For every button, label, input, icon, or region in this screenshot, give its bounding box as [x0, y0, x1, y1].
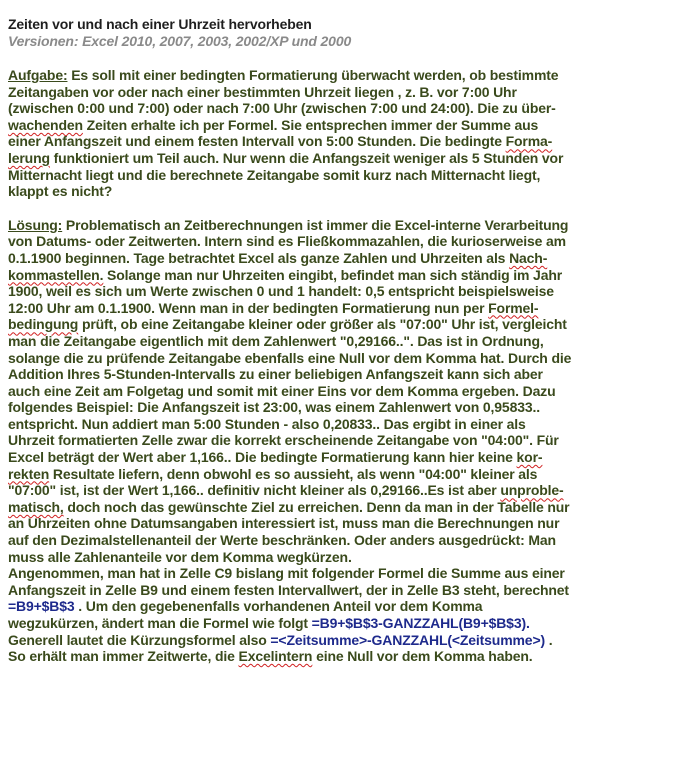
text-line: wegzukürzen, ändert man die Formel wie folgt =B9+$B$3-GANZZAHL(B9+$B$3). [8, 615, 530, 631]
text-line: Angenommen, man hat in Zelle C9 bislang mit folgender Formel die Summe aus einer [8, 565, 565, 582]
page-subtitle: Versionen: Excel 2010, 2007, 2003, 2002/XP und 2000 [8, 33, 352, 49]
text-line: 0.1.1900 beginnen. Tage betrachtet Excel als ganze Zahlen und Uhrzeiten als Nach- [8, 249, 548, 266]
text-line: auf den Dezimalstellenanteil der Werte beschränken. Oder anders ausgedrückt: Man [8, 532, 556, 549]
text-line: Generell lautet die Kürzungsformel also =<Zeitsumme>-GANZZAHL(<Zeitsumme>) . [8, 631, 553, 648]
aufgabe-paragraph [8, 67, 678, 200]
text-line: folgendes Beispiel: Die Anfangszeit ist 23:00, was einem Zahlenwert von 0,95833.. [8, 399, 540, 416]
spellcheck-word: Formel- [488, 299, 539, 316]
text-line: man die Zeitangabe eigentlich mit dem Zahlenwert "0,29166..". Das ist in Ordnung, [8, 332, 544, 349]
text-line: 1900, weil es sich um Werte zwischen 0 und 1 handelt: 0,5 entspricht beispielsweise [8, 283, 554, 300]
text-line: Uhrzeit formatierten Zelle zwar die korrekt erscheinende Zeitangabe von "04:00". Für [8, 432, 559, 449]
loesung-label: Lösung: [8, 216, 63, 233]
text-line: bedingung prüft, ob eine Zeitangabe kleiner oder größer als "07:00" Uhr ist, vergleicht [8, 316, 567, 333]
formula: =<Zeitsumme>-GANZZAHL(<Zeitsumme>) [270, 631, 545, 648]
spellcheck-word: Forma- [505, 133, 553, 150]
text-line: von Datums- oder Zeitwerten. Intern sind es Fließkommazahlen, die kurioserweise am [8, 233, 566, 250]
text-line: Mitternacht liegt und die berechnete Zeitangabe somit kurz nach Mitternacht liegt, [8, 166, 541, 183]
spellcheck-word: Nach- [509, 249, 548, 266]
text-line: solange die zu prüfende Zeitangabe ebenfalls eine Null vor dem Komma hat. Durch die [8, 349, 572, 366]
text-line: an Uhrzeiten ohne Datumsangaben interessiert ist, muss man die Berechnungen nur [8, 515, 560, 532]
text-line: auch eine Zeit am Folgetag und somit mit einer Eins vor dem Komma ergeben. Dazu [8, 382, 556, 399]
text-line: Aufgabe: Es soll mit einer bedingten Formatierung überwacht werden, ob bestimmte [8, 67, 559, 83]
formula: =B9+$B$3 [8, 598, 75, 615]
loesung-paragraph [8, 217, 678, 665]
text-line: (zwischen 0:00 und 7:00) oder nach 7:00 Uhr (zwischen 7:00 und 24:00). Die zu über- [8, 100, 556, 117]
formula: =B9+$B$3-GANZZAHL(B9+$B$3). [311, 615, 530, 631]
text-line: "07:00" ist, ist der Wert 1,166.. definitiv nicht kleiner als 0,29166..Es ist aber unproble- [8, 482, 564, 499]
spellcheck-word: lerung [8, 149, 50, 166]
spellcheck-word: wachenden [8, 116, 83, 133]
text-line: klappt es nicht? [8, 183, 113, 200]
spellcheck-word: kor- [516, 449, 543, 466]
aufgabe-label: Aufgabe: [8, 67, 68, 83]
text-line: Addition Ihres 5-Stunden-Intervalls zu einer beliebigen Anfangszeit kann sich aber [8, 366, 543, 383]
spellcheck-word: matisch, [8, 498, 64, 515]
text-line: lerung funktioniert um Teil auch. Nur wenn die Anfangszeit weniger als 5 Stunden vor [8, 149, 564, 166]
page-title: Zeiten vor und nach einer Uhrzeit hervorheben [8, 16, 312, 32]
text-line: Zeitangaben vor oder nach einer bestimmten Uhrzeit liegen , z. B. vor 7:00 Uhr [8, 83, 517, 100]
text-line: So erhält man immer Zeitwerte, die Excelintern eine Null vor dem Komma haben. [8, 648, 533, 665]
text-line: einer Anfangszeit und einem festen Intervall von 5:00 Stunden. Die bedingte Forma- [8, 133, 553, 150]
text-line: matisch, doch noch das gewünschte Ziel zu erreichen. Denn da man in der Tabelle nur [8, 498, 570, 515]
spellcheck-word: rekten [8, 465, 50, 482]
spellcheck-word: bedingung [8, 316, 79, 333]
spellcheck-word: Excelintern [238, 648, 313, 665]
text-line: muss alle Zahlenanteile vor dem Komma wegkürzen. [8, 548, 352, 565]
spellcheck-word: kommastellen. [8, 266, 104, 283]
spellcheck-word: unproble- [500, 482, 564, 499]
text-line: 12:00 Uhr am 0.1.1900. Wenn man in der bedingten Formatierung nun per Formel- [8, 299, 539, 316]
text-line: Anfangszeit in Zelle B9 und einem festen Intervallwert, der in Zelle B3 steht, berechnet [8, 581, 569, 598]
text-line: rekten Resultate liefern, denn obwohl es so aussieht, als wenn "04:00" kleiner als [8, 465, 538, 482]
document [8, 16, 678, 665]
text-line: =B9+$B$3 . Um den gegebenenfalls vorhandenen Anteil vor dem Komma [8, 598, 483, 615]
text-line: Lösung: Problematisch an Zeitberechnungen ist immer die Excel-interne Verarbeitung [8, 216, 569, 233]
text-line: Excel beträgt der Wert aber 1,166.. Die bedingte Formatierung kann hier keine kor- [8, 449, 543, 466]
text-line: entspricht. Nun addiert man 5:00 Stunden - also 0,20833.. Das ergibt in einer als [8, 415, 526, 432]
text-line: kommastellen. Solange man nur Uhrzeiten eingibt, befindet man sich ständig im Jahr [8, 266, 563, 283]
text-line: wachenden Zeiten erhalte ich per Formel. Sie entsprechen immer der Summe aus [8, 116, 539, 133]
